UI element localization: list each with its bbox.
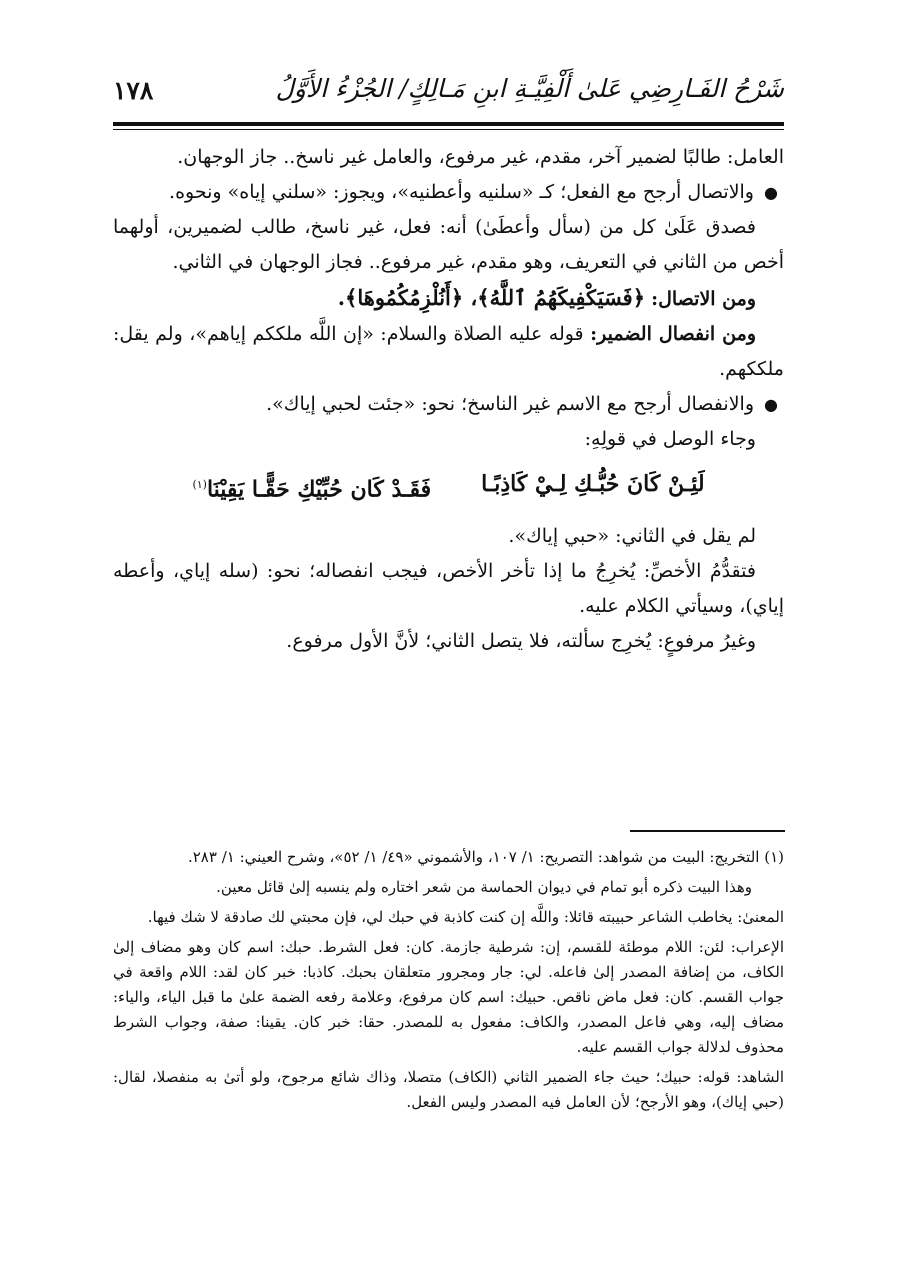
bullet-text-1: والاتصال أرجح مع الفعل؛ كـ «سلنيه وأعطنيه»، ويجوز: «سلني إياه» ونحوه. [169, 181, 754, 203]
footnote-separator [630, 830, 785, 832]
hadith-quote: قوله عليه الصلاة والسلام: «إن اللَّه ملككم إياهم»، ولم يقل: ملككهم. [113, 323, 784, 380]
page-number: ١٧٨ [113, 76, 154, 105]
paragraph-10: وغيرُ مرفوعٍ: يُخرِج سألته، فلا يتصل الثاني؛ لأنَّ الأول مرفوع. [286, 630, 756, 653]
footnote-1-irab: الإعراب: لئن: اللام موطئة للقسم، إن: شرطية جازمة. كان: فعل الشرط. حبك: اسم كان وهو مضاف إلىٰ الكاف، من إضافة المصدر إلىٰ فاعله. لي: جار ومجرور متعلقان بحبك. كاذبا: خبر كان لقد: اللام واقعة في جواب القسم. كان: فعل ماض ناقص. حبيك: اسم كان مرفوع، وعلامة رفعه الضمة علىٰ ما قبل الياء، والياء: مضاف إليه، وهي فاعل المصدر، والكاف: مفعول به للمصدر. حقا: خبر كان. يقينا: صفة، وجواب الشرط محذوف لدلالة جواب القسم عليه. [113, 938, 784, 1056]
paragraph-4 [113, 280, 784, 317]
verse-first-hemistich: لَئِـنْ كَانَ حُبُّـكِ لِـيْ كَاذِبًـا [481, 471, 705, 497]
example-label-infisal: ومن انفصال الضمير: [590, 323, 756, 345]
bullet-icon: ● [764, 395, 778, 414]
quran-quote: ﴿فَسَيَكْفِيكَهُمُ ٱللَّهُ﴾، ﴿أَنُلْزِمُكُمُوهَا﴾. [337, 285, 646, 310]
paragraph-5 [113, 317, 784, 387]
footnote-1-source: وهذا البيت ذكره أبو تمام في ديوان الحماسة من شعر اختاره ولم ينسبه إلىٰ قائل معين. [216, 878, 752, 896]
bullet-paragraph-2 [113, 387, 784, 422]
bullet-paragraph-1 [113, 175, 784, 210]
footnote-1-takhrij: (١) التخريج: البيت من شواهد: التصريح: ١/ ١٠٧، والأشموني «٤٩/ ١/ ٥٢»، وشرح العيني: ١/ ٢٨٣. [187, 848, 784, 866]
paragraph-9: فتقدُّمُ الأخصِّ: يُخرِجُ ما إذا تأخر الأخص، فيجب انفصاله؛ نحو: (سله إياي، وأعطه إياي)، وسيأتي الكلام عليه. [113, 560, 784, 618]
example-label-ittisal: ومن الاتصال: [651, 288, 756, 310]
bullet-text-2: والانفصال أرجح مع الاسم غير الناسخ؛ نحو: «جئت لحبي إياك». [266, 393, 754, 415]
paragraph-1: العامل: طالبًا لضمير آخر، مقدم، غير مرفوع، والعامل غير ناسخ.. جاز الوجهان. [177, 146, 784, 168]
page-header [113, 64, 784, 124]
paragraph-7: وجاء الوصل في قولِهِ: [584, 428, 756, 450]
header-rule-thin [113, 129, 784, 130]
footnotes [113, 845, 784, 1120]
verse-second-hemistich [192, 467, 431, 507]
main-text [113, 140, 784, 659]
footnote-ref: (١) [192, 478, 207, 491]
paragraph-3: فصدق عَلَىٰ كل من (سأل وأعطَىٰ) أنه: فعل، غير ناسخ، طالب لضميرين، أولهما أخص من الثاني في التعريف، وهو مقدم، غير مرفوع.. فجاز الوجهان في الثاني. [113, 216, 784, 273]
bullet-icon: ● [764, 183, 778, 202]
running-title: شَرْحُ الفَـارِضِي عَلىٰ أَلْفِيَّـةِ ابنِ مَـالِكٍ/ الجُزْءُ الأَوَّلُ [275, 74, 784, 103]
header-rule-thick [113, 122, 784, 126]
footnote-1-shahid: الشاهد: قوله: حبيك؛ حيث جاء الضمير الثاني (الكاف) متصلا، وذاك شائع مرجوح، ولو أتىٰ به منفصلا، لقال: (حبي إياك)، وهو الأرجح؛ لأن العامل فيه المصدر وليس الفعل. [113, 1068, 784, 1111]
paragraph-8: لم يقل في الثاني: «حبي إياك». [508, 525, 756, 548]
poetry-verse [113, 467, 784, 507]
footnote-1-meaning: المعنىٰ: يخاطب الشاعر حبيبته قائلا: واللَّه إن كنت كاذبة في حبك لي، فإن محبتي لك صادقة لا شك فيها. [147, 908, 784, 926]
verse-second-text: فَقَـدْ كَان حُبِّيْكِ حَقًّـا يَقِيْنَا [206, 476, 432, 503]
